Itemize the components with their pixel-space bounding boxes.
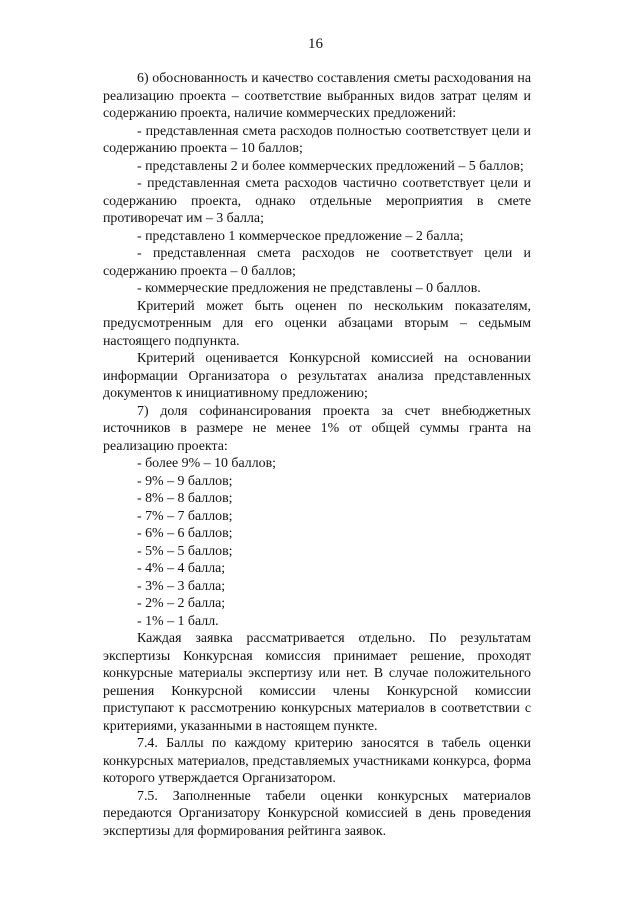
list-item: - 2% – 2 балла;	[137, 596, 226, 611]
list-item: - 1% – 1 балл.	[137, 613, 219, 629]
list-item: - 8% – 8 баллов;	[137, 491, 233, 506]
list-item: - 6% – 6 баллов;	[137, 526, 233, 541]
criterion-6-option-no-match: - представленная смета расходов не соответствует цели и содержанию проекта – 0 баллов;	[103, 246, 531, 279]
clause-7-4: 7.4. Баллы по каждому критерию заносятся в табель оценки конкурсных материалов, представляемых участниками конкурса, форма которого утверждается Организатором.	[103, 736, 531, 786]
criterion-6-option-partial-match: - представленная смета расходов частично соответствует цели и содержанию проекта, однако отдельные мероприятия в смете противоречат им – 3 балла;	[103, 176, 531, 226]
criterion-6-heading: 6) обоснованность и качество составления сметы расходования на реализацию проекта – соответствие выбранных видов затрат целям и содержанию проекта, наличие коммерческих предложений:	[103, 71, 531, 121]
list-item: - 4% – 4 балла;	[137, 561, 226, 576]
list-item: - более 9% – 10 баллов;	[137, 456, 277, 471]
criterion-6-option-two-offers: - представлены 2 и более коммерческих предложений – 5 баллов;	[137, 158, 524, 174]
review-procedure-paragraph: Каждая заявка рассматривается отдельно. По результатам экспертизы Конкурсная комиссия принимает решение, проходят конкурсные материалы экспертизу или нет. В случае положительного решения Конкурсной комиссии члены Конкурсной комиссии приступают к рассмотрению конкурсных материалов в соответствии с критериями, указанными в настоящем пункте.	[103, 631, 531, 734]
criterion-6-option-full-match: - представленная смета расходов полностью соответствует цели и содержанию проекта – 10 баллов;	[103, 123, 531, 156]
clause-7-5: 7.5. Заполненные табели оценки конкурсных материалов передаются Организатору Конкурсной комиссией в день проведения экспертизы для формирования рейтинга заявок.	[103, 788, 531, 839]
criterion-6-option-one-offer: - представлено 1 коммерческое предложение – 2 балла;	[137, 228, 464, 244]
list-item: - 3% – 3 балла;	[137, 578, 226, 594]
page-number: 16	[308, 36, 323, 52]
cofinancing-scale-list	[103, 455, 531, 630]
list-item: - 9% – 9 баллов;	[137, 473, 233, 489]
criterion-6-note-evaluation: Критерий оценивается Конкурсной комиссией на основании информации Организатора о результатах анализа представленных документов к инициативному предложению;	[103, 351, 531, 401]
document-body	[103, 70, 531, 840]
criterion-7-heading: 7) доля софинансирования проекта за счет внебюджетных источников в размере не менее 1% от общей суммы гранта на реализацию проекта:	[103, 403, 531, 454]
list-item: - 7% – 7 баллов;	[137, 508, 233, 524]
criterion-6-option-no-offers: - коммерческие предложения не представлены – 0 баллов.	[137, 281, 481, 296]
list-item: - 5% – 5 баллов;	[137, 543, 233, 559]
criterion-6-note-indicators: Критерий может быть оценен по нескольким показателям, предусмотренным для его оценки абзацами вторым – седьмым настоящего подпункта.	[103, 298, 531, 349]
